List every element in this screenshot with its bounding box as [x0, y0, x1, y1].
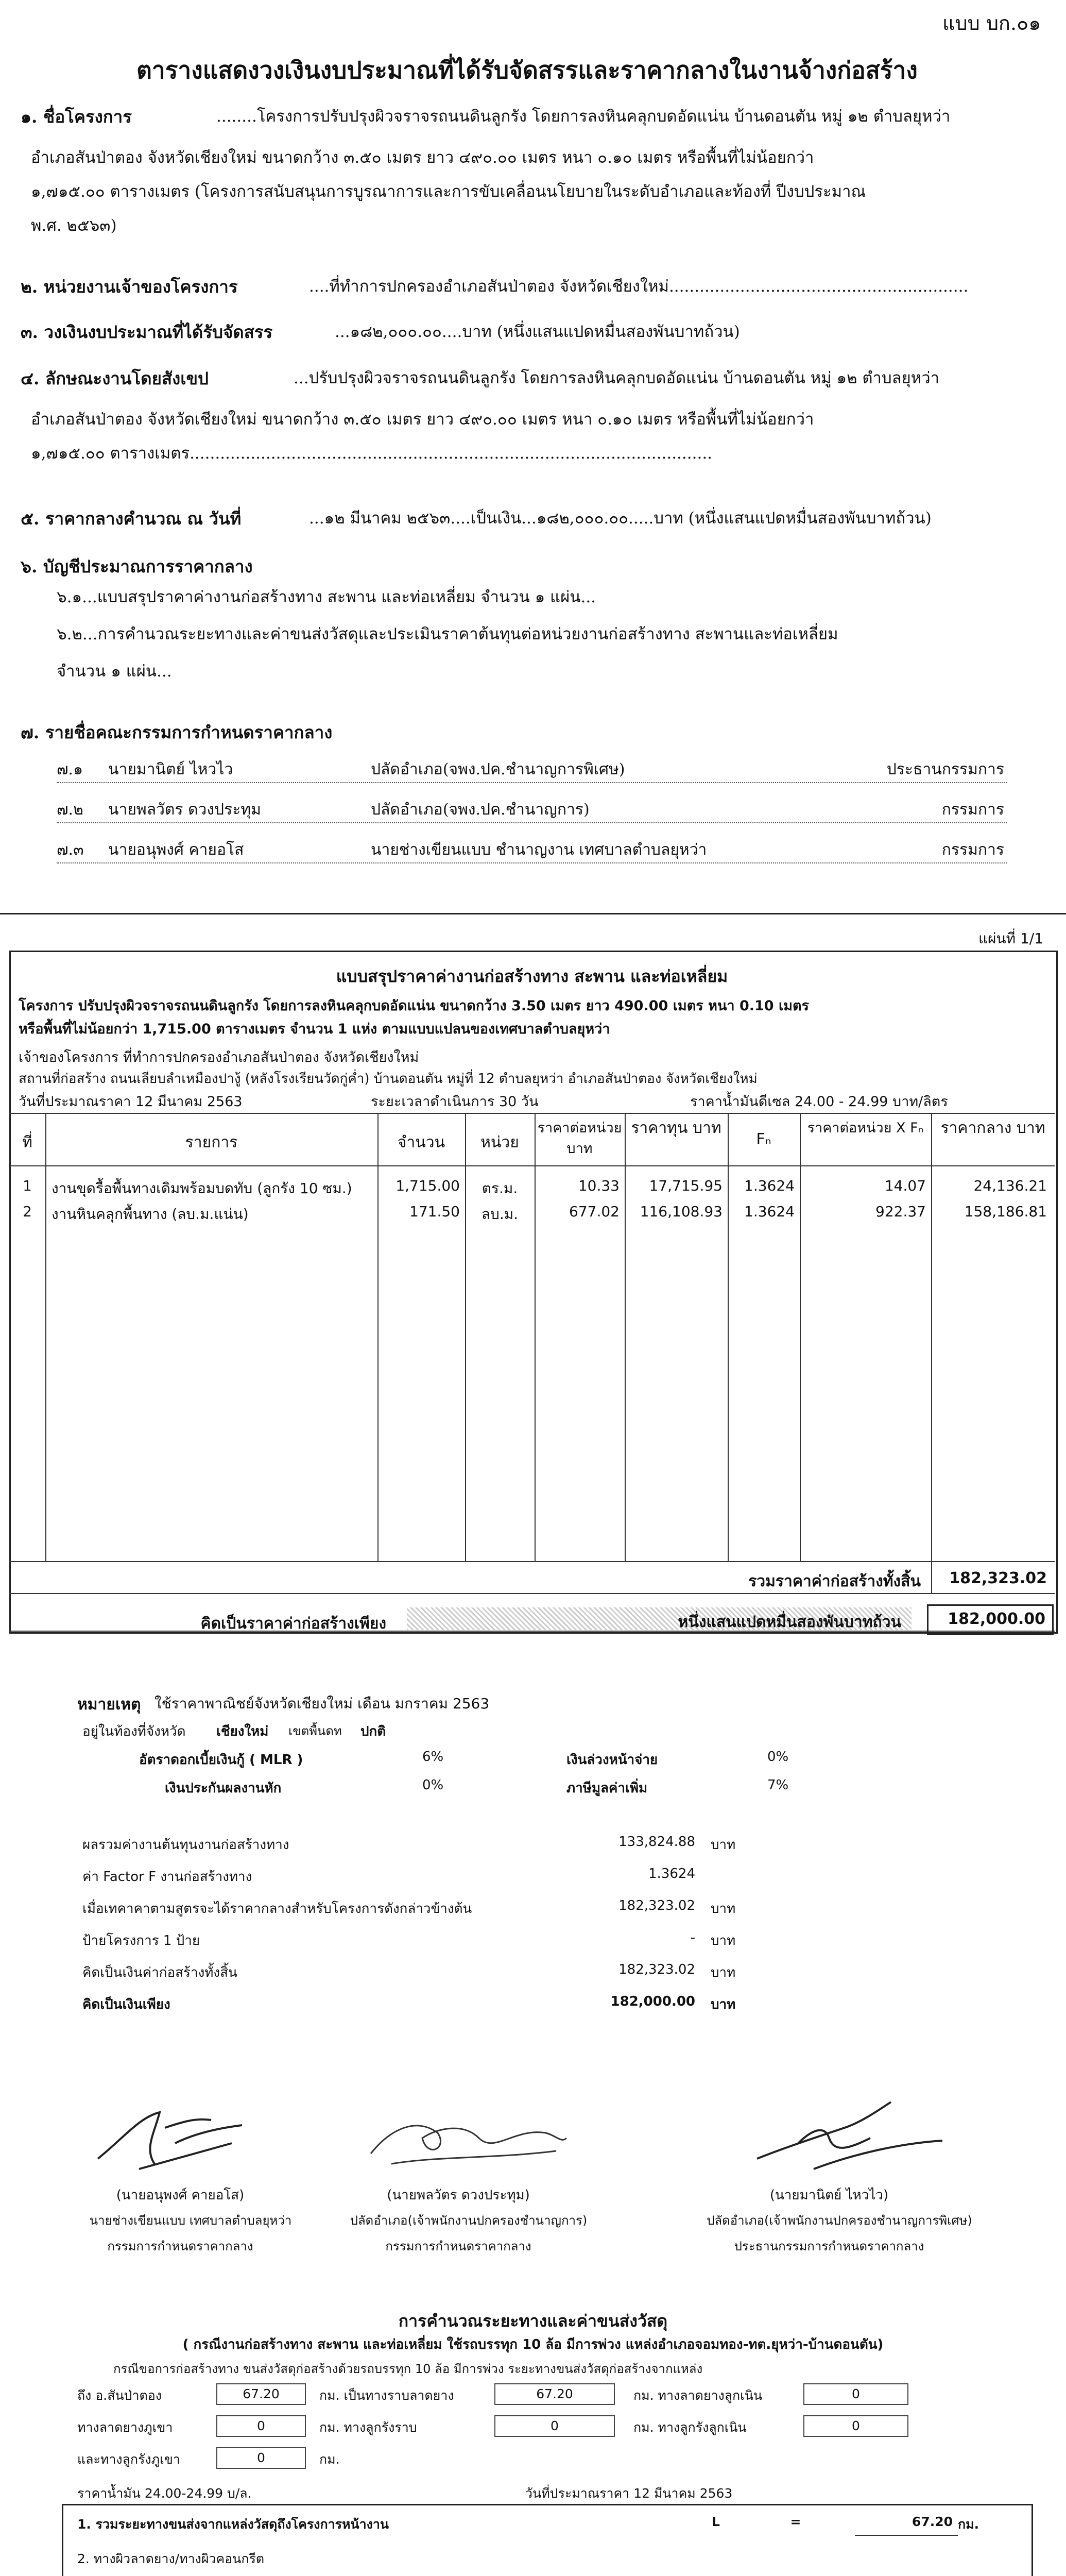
table-rule [9, 1561, 1055, 1562]
table-rule [45, 1113, 46, 1561]
province: เชียงใหม่ [216, 1724, 269, 1739]
summary-duration: ระยะเวลาดำเนินการ 30 วัน [371, 1094, 539, 1110]
distance-subtitle: ( กรณีงานก่อสร้างทาง สะพาน และท่อเหลี่ยม ใช้รถบรรทุก 10 ล้อ มีการพ่วง แหล่งอำเภอจอมทอง-ทต.ยุหว่า-บ้านดอนตัน) [182, 2337, 884, 2352]
total-label: รวมราคาค่าก่อสร้างทั้งสิ้น [748, 1572, 921, 1590]
form-code: แบบ บก.๐๑ [942, 12, 1041, 35]
calc-unit: บาท [711, 1837, 736, 1853]
table-rule [9, 1165, 1055, 1166]
signature-name: (นายอนุพงศ์ คายอโส) [116, 2188, 245, 2203]
committee-name: นายมานิตย์ ไหวไว [108, 760, 233, 778]
committee-name: นายพลวัตร ดวงประทุม [108, 801, 261, 819]
calc-value: - [690, 1930, 695, 1945]
notes-title: หมายเหตุ [77, 1696, 141, 1714]
rounded-value-box [927, 1604, 1054, 1635]
item-line: ๑,๗๑๕.๐๐ ตารางเมตร (โครงการสนับสนุนการบูรณาการและการขับเคลื่อนนโยบายในระดับอำเภอและท้องที่ ปีงบประมาณ [31, 182, 866, 201]
committee-no: ๗.๑ [57, 760, 83, 778]
zone: เขตพื้นดท [288, 1724, 342, 1738]
item-line: อำเภอสันป่าตอง จังหวัดเชียงใหม่ ขนาดกว้าง ๓.๕๐ เมตร ยาว ๔๙๐.๐๐ เมตร หนา ๐.๑๐ เมตร หรือพื้นที่ไม่น้อยกว่า [31, 410, 814, 429]
distance-cell: กม. [958, 2517, 979, 2532]
summary-date: วันที่ประมาณราคา 12 มีนาคม 2563 [19, 1094, 243, 1110]
advance-label: เงินล่วงหน้าจ่าย [566, 1752, 658, 1768]
item-label: ๖. บัญชีประมาณการราคากลาง [21, 556, 253, 577]
distance-field-value: 0 [216, 2447, 306, 2469]
section-divider [0, 913, 1066, 914]
summary-cell-fn: 1.3624 [744, 1203, 795, 1220]
calc-label: ค่า Factor F งานก่อสร้างทาง [82, 1869, 252, 1885]
retention-label: เงินประกันผลงานหัก [165, 1781, 282, 1796]
summary-cell-price: 158,186.81 [964, 1203, 1047, 1220]
rounded-label: คิดเป็นราคาค่าก่อสร้างเพียง [200, 1615, 386, 1633]
distance-field-value: 0 [803, 2383, 908, 2405]
header-item: รายการ [185, 1133, 238, 1151]
item-line: ๖.๑...แบบสรุปราคาค่างานก่อสร้างทาง สะพาน และท่อเหลี่ยม จำนวน ๑ แผ่น... [57, 588, 596, 606]
notes-text: ใช้ราคาพาณิชย์จังหวัดเชียงใหม่ เดือน มกราคม 2563 [154, 1695, 490, 1712]
header-unit-fn: ราคาต่อหน่วย X Fₙ [807, 1120, 924, 1136]
mlr-label: อัตราดอกเบี้ยเงินกู้ ( MLR ) [139, 1752, 303, 1768]
item-label: ๓. วงเงินงบประมาณที่ได้รับจัดสรร [21, 322, 273, 342]
distance-field-value: 67.20 [216, 2383, 306, 2405]
header-cost: ราคาทุน บาท [631, 1119, 721, 1137]
item-line: ...๑๒ มีนาคม ๒๕๖๓....เป็นเงิน...๑๘๒,๐๐๐.๐๐.....บาท (หนึ่งแสนแปดหมื่นสองพันบาทถ้วน) [309, 509, 932, 528]
committee-dots [57, 782, 1007, 783]
summary-owner: เจ้าของโครงการ ที่ทำการปกครองอำเภอสันป่าตอง จังหวัดเชียงใหม่ [19, 1049, 419, 1065]
distance-oil: ราคาน้ำมัน 24.00-24.99 บ/ล. [77, 2486, 252, 2501]
header-unit-cost: ราคาต่อหน่วย บาท [537, 1120, 622, 1157]
item-line: ๖.๒...การคำนวณระยะทางและค่าขนส่งวัสดุและประเมินราคาต้นทุนต่อหน่วยงานก่อสร้างทาง สะพานและท่อเหลี่ยม [57, 625, 838, 643]
item-line: ...๑๘๒,๐๐๐.๐๐....บาท (หนึ่งแสนแปดหมื่นสองพันบาทถ้วน) [335, 323, 740, 341]
distance-date: วันที่ประมาณราคา 12 มีนาคม 2563 [525, 2486, 733, 2501]
item-label: ๕. ราคากลางคำนวณ ณ วันที่ [21, 509, 242, 529]
signature-position: ปลัดอำเภอ(เจ้าพนักงานปกครองชำนาญการ) [350, 2213, 588, 2228]
summary-project-line1: โครงการ ปรับปรุงผิวจราจรถนนดินลูกรัง โดยการลงหินคลุกบดอัดแน่น ขนาดกว้าง 3.50 เมตร ยาว 490.00 เมตร หนา 0.10 เมตร [19, 998, 810, 1014]
calc-label: คิดเป็นเงินค่าก่อสร้างทั้งสิ้น [82, 1965, 237, 1980]
calc-label: ผลรวมค่างานต้นทุนงานก่อสร้างทาง [82, 1837, 289, 1853]
signature-1-icon [77, 2097, 263, 2174]
calc-label: คิดเป็นเงินเพียง [82, 1997, 170, 2012]
advance-value: 0% [767, 1749, 789, 1765]
retention-value: 0% [422, 1777, 444, 1793]
committee-position: นายช่างเขียนแบบ ชำนาญงาน เทศบาลตำบลยุหว่า [371, 841, 707, 859]
summary-site: สถานที่ก่อสร้าง ถนนเลียบลำเหมืองปางู้ (หลังโรงเรียนวัดกู่ค่ำ) บ้านดอนตัน หมู่ที่ 12 ตำบลยุหว่า อำเภอสันป่าตอง จังหวัดเชียงใหม่ [19, 1071, 758, 1087]
calc-unit: บาท [711, 1933, 736, 1948]
summary-cell-item: งานขุดรื้อพื้นทางเดิมพร้อมบดทับ (ลูกรัง 10 ซม.) [51, 1180, 352, 1197]
committee-position: ปลัดอำเภอ(จพง.ปค.ชำนาญการพิเศษ) [371, 760, 625, 778]
calc-unit: บาท [711, 1965, 736, 1980]
header-qty: จำนวน [397, 1133, 445, 1151]
item-label: ๒. หน่วยงานเจ้าของโครงการ [21, 277, 238, 297]
distance-cell: 2. ทางผิวลาดยาง/ทางผิวคอนกรีต [77, 2551, 265, 2566]
summary-cell-cost: 17,715.95 [649, 1177, 723, 1194]
signature-role: กรรมการกำหนดราคากลาง [107, 2239, 253, 2253]
signature-name: (นายพลวัตร ดวงประทุม) [387, 2188, 530, 2203]
item-line: ...ปรับปรุงผิวจราจรถนนดินลูกรัง โดยการลงหินคลุกบดอัดแน่น บ้านดอนตัน หมู่ ๑๒ ตำบลยุหว่า [294, 369, 940, 387]
summary-cell-unit: ลบ.ม. [481, 1206, 519, 1223]
committee-role: กรรมการ [941, 801, 1004, 819]
calc-value: 182,323.02 [618, 1962, 695, 1977]
distance-cell: = [790, 2514, 801, 2529]
item-label: ๔. ลักษณะงานโดยสังเขป [21, 368, 209, 388]
summary-cell-qty: 1,715.00 [396, 1177, 460, 1194]
summary-cell-fn: 1.3624 [744, 1177, 795, 1194]
distance-field-label: กม. ทางลูกรังลูกเนิน [633, 2420, 747, 2435]
distance-cell: 67.20 [912, 2514, 953, 2529]
signature-role: กรรมการกำหนดราคากลาง [385, 2239, 531, 2253]
committee-role: กรรมการ [941, 841, 1004, 859]
distance-field-label: ทางลาดยางภูเขา [77, 2420, 173, 2435]
header-no: ที่ [22, 1133, 32, 1151]
distance-field-label: และทางลูกรังภูเขา [77, 2452, 180, 2467]
summary-title: แบบสรุปราคาค่างานก่อสร้างทาง สะพาน และท่อเหลี่ยม [336, 967, 728, 986]
summary-cell-unit_cost: 677.02 [569, 1203, 620, 1220]
summary-table [9, 1113, 1055, 1628]
document-title: ตารางแสดงวงเงินงบประมาณที่ได้รับจัดสรรและราคากลางในงานจ้างก่อสร้าง [136, 56, 918, 84]
calc-value: 182,323.02 [618, 1898, 695, 1913]
committee-no: ๗.๓ [57, 841, 84, 859]
vat-label: ภาษีมูลค่าเพิ่ม [566, 1781, 648, 1796]
item-line: ๑,๗๑๕.๐๐ ตารางเมตร....................................................................................................... [31, 444, 713, 463]
area-label: อยู่ในท้องที่จังหวัด [82, 1724, 186, 1739]
summary-cell-qty: 171.50 [409, 1203, 460, 1220]
distance-cell: L [712, 2514, 720, 2529]
mlr-value: 6% [422, 1749, 444, 1765]
header-fn: Fₙ [756, 1130, 771, 1148]
signature-position: ปลัดอำเภอ(เจ้าพนักงานปกครองชำนาญการพิเศษ) [707, 2213, 972, 2228]
distance-intro: กรณีขอการก่อสร้างทาง ขนส่งวัสดุก่อสร้างด้วยรถบรรทุก 10 ล้อ มีการพ่วง ระยะทางขนส่งวัสดุก่อสร้างจากแหล่ง [113, 2362, 703, 2376]
underline [855, 2535, 958, 2536]
summary-cell-no: 2 [23, 1203, 32, 1220]
summary-cell-cost: 116,108.93 [640, 1203, 723, 1220]
committee-no: ๗.๒ [57, 801, 83, 819]
calc-value: 133,824.88 [618, 1834, 695, 1850]
item-line: ........โครงการปรับปรุงผิวจราจรถนนดินลูกรัง โดยการลงหินคลุกบดอัดแน่น บ้านดอนตัน หมู่ ๑๒ ตำบลยุหว่า [216, 107, 951, 126]
signature-3-icon [736, 2092, 953, 2174]
signature-role: ประธานกรรมการกำหนดราคากลาง [734, 2239, 924, 2253]
header-unit: หน่วย [480, 1133, 519, 1151]
summary-oil-price: ราคาน้ำมันดีเซล 24.00 - 24.99 บาท/ลิตร [690, 1094, 948, 1110]
committee-position: ปลัดอำเภอ(จพง.ปค.ชำนาญการ) [371, 801, 590, 819]
distance-cell: 1. รวมระยะทางขนส่งจากแหล่งวัสดุถึงโครงการหน้างาน [77, 2517, 389, 2532]
rounded-value: 182,000.00 [948, 1610, 1045, 1628]
header-price: ราคากลาง บาท [940, 1119, 1045, 1137]
summary-cell-unit_fn: 922.37 [875, 1203, 926, 1220]
sheet-number: แผ่นที่ 1/1 [978, 930, 1044, 947]
table-rule [9, 1113, 1055, 1114]
distance-field-label: ถึง อ.สันป่าตอง [77, 2388, 162, 2403]
summary-cell-unit_cost: 10.33 [578, 1177, 620, 1194]
vat-value: 7% [767, 1777, 789, 1793]
total-value: 182,323.02 [949, 1569, 1047, 1587]
item-line: จำนวน ๑ แผ่น... [57, 662, 172, 681]
committee-name: นายอนุพงศ์ คายอโส [108, 841, 244, 859]
item-line: พ.ศ. ๒๕๖๓) [31, 216, 117, 235]
committee-role: ประธานกรรมการ [886, 760, 1004, 778]
summary-cell-unit_fn: 14.07 [884, 1177, 926, 1194]
distance-field-label: กม. ทางลาดยางลูกเนิน [633, 2388, 762, 2403]
summary-project-line2: หรือพื้นที่ไม่น้อยกว่า 1,715.00 ตารางเมตร จำนวน 1 แห่ง ตามแบบแปลนของเทศบาลตำบลยุหว่า [19, 1021, 610, 1037]
distance-field-value: 0 [216, 2415, 306, 2437]
signature-position: นายช่างเขียนแบบ เทศบาลตำบลยุหว่า [89, 2213, 292, 2228]
item-line: ....ที่ทำการปกครองอำเภอสันป่าตอง จังหวัดเชียงใหม่........................................................... [309, 277, 969, 296]
distance-title: การคำนวณระยะทางและค่าขนส่งวัสดุ [398, 2311, 668, 2331]
committee-dots [57, 822, 1007, 823]
calc-unit: บาท [711, 1901, 736, 1917]
calc-unit: บาท [711, 1997, 736, 2012]
calc-label: เมื่อเทคาคาตามสูตรจะได้ราคากลางสำหรับโครงการดังกล่าวข้างต้น [82, 1901, 472, 1917]
item-line: อำเภอสันป่าตอง จังหวัดเชียงใหม่ ขนาดกว้าง ๓.๕๐ เมตร ยาว ๔๙๐.๐๐ เมตร หนา ๐.๑๐ เมตร หรือพื้นที่ไม่น้อยกว่า [31, 148, 814, 167]
zone-value: ปกติ [360, 1724, 386, 1739]
signature-2-icon [360, 2107, 577, 2174]
calc-label: ป้ายโครงการ 1 ป้าย [82, 1933, 200, 1948]
rounded-words: หนึ่งแสนแปดหมื่นสองพันบาทถ้วน [678, 1613, 901, 1631]
signature-name: (นายมานิตย์ ไหวไว) [769, 2188, 889, 2203]
distance-field-label: กม. เป็นทางราบลาดยาง [319, 2388, 454, 2403]
distance-field-value: 0 [803, 2415, 908, 2437]
summary-cell-item: งานหินคลุกพื้นทาง (ลบ.ม.แน่น) [51, 1206, 249, 1223]
calc-value: 182,000.00 [610, 1994, 695, 2009]
item-label: ๑. ชื่อโครงการ [21, 107, 132, 127]
summary-cell-unit: ตร.ม. [482, 1180, 518, 1197]
summary-cell-no: 1 [23, 1177, 32, 1194]
distance-field-label: กม. ทางลูกรังราบ [319, 2420, 417, 2435]
summary-cell-price: 24,136.21 [973, 1177, 1047, 1194]
distance-field-value: 0 [494, 2415, 615, 2437]
distance-field-label: กม. [319, 2452, 340, 2467]
committee-dots [57, 862, 1007, 863]
calc-value: 1.3624 [648, 1866, 695, 1882]
item-label: ๗. รายชื่อคณะกรรมการกำหนดราคากลาง [21, 722, 333, 742]
distance-field-value: 67.20 [494, 2383, 615, 2405]
